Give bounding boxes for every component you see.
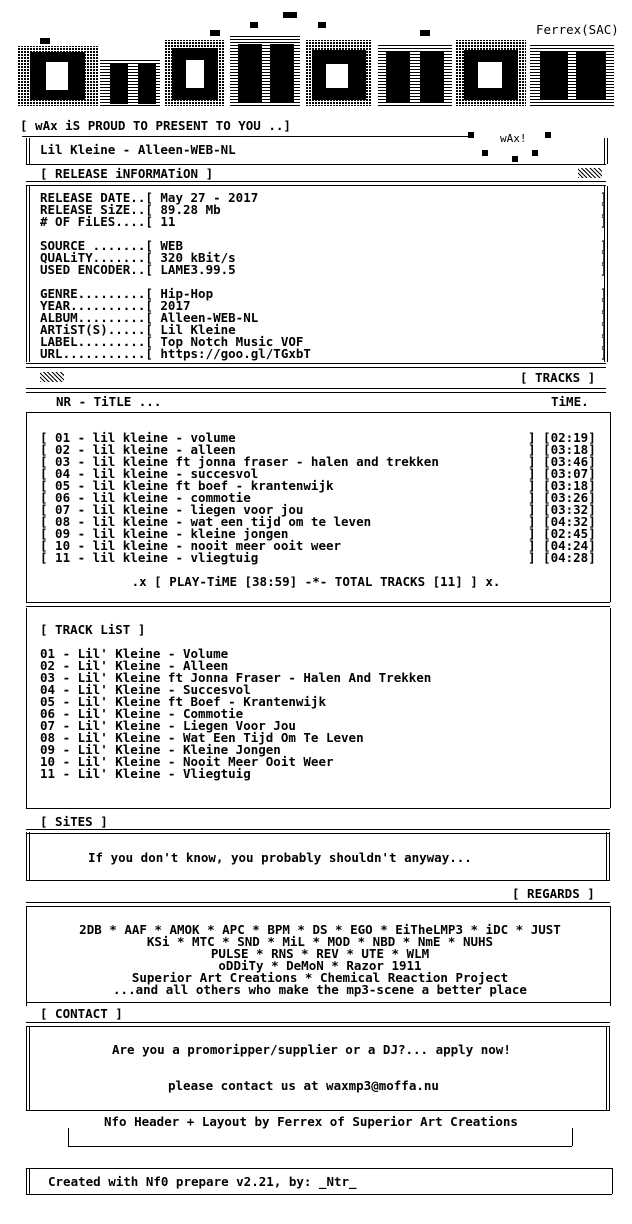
divider — [26, 388, 606, 393]
release-info-line: LABEL.........[ Top Notch Music VOF — [40, 334, 304, 349]
divider — [26, 902, 610, 907]
sites-text: If you don't know, you probably shouldn't anyway... — [88, 850, 472, 865]
tracks-summary: .x [ PLAY-TiME [38:59] -*- TOTAL TRACKS [11] ] x. — [131, 574, 501, 589]
regards-line: 2DB * AAF * AMOK * APC * BPM * DS * EGO * EiTheLMP3 * iDC * JUST — [79, 922, 561, 937]
hatch-block — [578, 168, 602, 178]
frame-right — [606, 832, 610, 880]
divider — [26, 1022, 610, 1027]
track-time: ] [03:32] — [528, 502, 596, 517]
track-list-heading: [ TRACK LiST ] — [40, 622, 146, 637]
release-info-line: RELEASE DATE..[ May 27 - 2017 — [40, 190, 259, 205]
track-list-item: 06 - Lil' Kleine - Commotie — [40, 706, 244, 721]
divider — [26, 808, 610, 809]
bracket-close: ] — [600, 322, 608, 337]
frame-left — [68, 1128, 69, 1146]
bracket-close: ] — [600, 310, 608, 325]
logo-dot — [545, 132, 551, 138]
track-list-item: 07 - Lil' Kleine - Liegen Voor Jou — [40, 718, 296, 733]
track-title: [ 03 - lil kleine ft jonna fraser - halen and trekken — [40, 454, 439, 469]
track-list-item: 09 - Lil' Kleine - Kleine Jongen — [40, 742, 281, 757]
track-title: [ 01 - lil kleine - volume — [40, 430, 236, 445]
divider — [26, 1194, 612, 1195]
track-time: ] [04:28] — [528, 550, 596, 565]
release-info-line: GENRE.........[ Hip-Hop — [40, 286, 214, 301]
regards-line: ...and all others who make the mp3-scene a better place — [113, 982, 527, 997]
frame-left — [26, 186, 30, 362]
bracket-close: ] — [600, 250, 608, 265]
bracket-close: ] — [600, 334, 608, 349]
logo-art — [0, 0, 632, 118]
divider — [26, 829, 610, 834]
regards-line: KSi * MTC * SND * MiL * MOD * NBD * NmE * NUHS — [146, 934, 494, 949]
frame-right — [604, 138, 608, 164]
divider — [26, 164, 606, 165]
divider — [26, 1168, 612, 1169]
release-info-line: RELEASE SiZE..[ 89.28 Mb — [40, 202, 221, 217]
tracks-col-time: TiME. — [551, 394, 589, 409]
frame-right — [572, 1128, 573, 1146]
regards-line: Superior Art Creations * Chemical Reaction Project — [131, 970, 509, 985]
proud-line: [ wAx iS PROUD TO PRESENT TO YOU ..] — [20, 118, 291, 133]
credit-tag: Ferrex(SAC) — [536, 22, 619, 37]
track-list-item: 03 - Lil' Kleine ft Jonna Fraser - Halen And Trekken — [40, 670, 432, 685]
logo-dot — [532, 150, 538, 156]
release-info-line: QUALiTY.......[ 320 kBit/s — [40, 250, 236, 265]
logo-dot — [482, 150, 488, 156]
track-list-item: 02 - Lil' Kleine - Alleen — [40, 658, 229, 673]
release-info-line: URL...........[ https://goo.gl/TGxbT — [40, 346, 311, 361]
track-list-item: 04 - Lil' Kleine - Succesvol — [40, 682, 251, 697]
track-time: ] [04:24] — [528, 538, 596, 553]
regards-line: oDDiTy * DeMoN * Razor 1911 — [218, 958, 422, 973]
divider — [68, 1146, 572, 1147]
divider — [26, 1002, 610, 1003]
frame-right — [610, 412, 611, 602]
frame-left — [26, 412, 27, 602]
bracket-close: ] — [600, 286, 608, 301]
track-list-item: 08 - Lil' Kleine - Wat Een Tijd Om Te Leven — [40, 730, 364, 745]
contact-line-2: please contact us at waxmp3@moffa.nu — [168, 1078, 439, 1093]
track-list-item: 10 - Lil' Kleine - Nooit Meer Ooit Weer — [40, 754, 334, 769]
track-title: [ 07 - lil kleine - liegen voor jou — [40, 502, 304, 517]
frame-left — [26, 138, 30, 164]
bracket-close: ] — [600, 202, 608, 217]
track-title: [ 08 - lil kleine - wat een tijd om te leven — [40, 514, 372, 529]
release-info-line: # OF FiLES....[ 11 — [40, 214, 176, 229]
release-info-line: SOURCE .......[ WEB — [40, 238, 183, 253]
track-title: [ 09 - lil kleine - kleine jongen — [40, 526, 289, 541]
frame-left — [26, 1026, 30, 1110]
track-time: ] [02:45] — [528, 526, 596, 541]
tracks-heading: [ TRACKS ] — [520, 370, 596, 385]
contact-heading: [ CONTACT ] — [40, 1006, 123, 1021]
track-time: ] [04:32] — [528, 514, 596, 529]
track-time: ] [03:46] — [528, 454, 596, 469]
bracket-close: ] — [600, 190, 608, 205]
logo-dot — [512, 156, 518, 162]
ascii-logo — [0, 0, 632, 118]
release-info-heading: [ RELEASE iNFORMATiON ] — [40, 166, 214, 181]
track-title: [ 11 - lil kleine - vliegtuig — [40, 550, 259, 565]
divider — [26, 602, 610, 607]
logo-dot — [468, 132, 474, 138]
track-title: [ 04 - lil kleine - succesvol — [40, 466, 259, 481]
divider — [22, 136, 472, 137]
divider — [26, 1110, 610, 1111]
divider — [26, 363, 606, 368]
frame-left — [26, 1168, 30, 1194]
bracket-close: ] — [600, 346, 608, 361]
sites-heading: [ SiTES ] — [40, 814, 108, 829]
bracket-close: ] — [600, 262, 608, 277]
divider — [26, 181, 606, 186]
tracks-col-title: NR - TiTLE ... — [56, 394, 162, 409]
created-with: Created with Nf0 prepare v2.21, by: _Ntr_ — [48, 1174, 357, 1189]
track-title: [ 05 - lil kleine ft boef - krantenwijk — [40, 478, 334, 493]
divider — [26, 412, 610, 413]
layout-credit: Nfo Header + Layout by Ferrex of Superior Art Creations — [104, 1114, 518, 1129]
track-list-item: 11 - Lil' Kleine - Vliegtuig — [40, 766, 251, 781]
regards-heading: [ REGARDS ] — [512, 886, 595, 901]
release-info-line: ARTiST(S).....[ Lil Kleine — [40, 322, 236, 337]
track-time: ] [03:18] — [528, 442, 596, 457]
contact-line-1: Are you a promoripper/supplier or a DJ?... apply now! — [112, 1042, 511, 1057]
track-time: ] [03:07] — [528, 466, 596, 481]
bracket-close: ] — [600, 238, 608, 253]
track-time: ] [03:18] — [528, 478, 596, 493]
track-title: [ 02 - lil kleine - alleen — [40, 442, 236, 457]
hatch-block — [40, 372, 64, 382]
release-info-line: YEAR..........[ 2017 — [40, 298, 191, 313]
track-list-item: 05 - Lil' Kleine ft Boef - Krantenwijk — [40, 694, 326, 709]
frame-left — [26, 832, 30, 880]
group-tag: wAx! — [500, 132, 527, 145]
frame-left — [26, 608, 27, 808]
release-info-line: ALBUM.........[ Alleen-WEB-NL — [40, 310, 259, 325]
track-time: ] [03:26] — [528, 490, 596, 505]
frame-right — [612, 1168, 613, 1194]
track-title: [ 06 - lil kleine - commotie — [40, 490, 251, 505]
track-time: ] [02:19] — [528, 430, 596, 445]
track-title: [ 10 - lil kleine - nooit meer ooit weer — [40, 538, 342, 553]
divider — [26, 880, 610, 881]
release-name: Lil Kleine - Alleen-WEB-NL — [40, 142, 236, 157]
bracket-close: ] — [600, 298, 608, 313]
regards-line: PULSE * RNS * REV * UTE * WLM — [210, 946, 430, 961]
bracket-close: ] — [600, 214, 608, 229]
release-info-line: USED ENCODER..[ LAME3.99.5 — [40, 262, 236, 277]
frame-right — [606, 1026, 610, 1110]
track-list-item: 01 - Lil' Kleine - Volume — [40, 646, 229, 661]
frame-right — [610, 608, 611, 808]
